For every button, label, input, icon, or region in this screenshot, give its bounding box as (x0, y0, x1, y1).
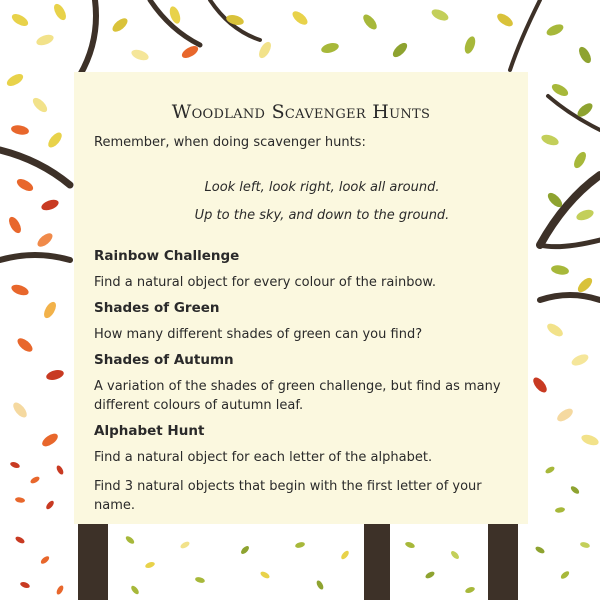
poem-line: Up to the sky, and down to the ground. (194, 208, 450, 223)
hunt-shades-of-green (94, 298, 508, 344)
hunt-description: Find 3 natural objects that begin with the first letter of your name. (94, 479, 482, 513)
hunt-title: Alphabet Hunt (94, 423, 205, 439)
hunt-title: Shades of Autumn (94, 352, 234, 368)
intro-text: Remember, when doing scavenger hunts: (94, 135, 366, 150)
hunt-title: Shades of Green (94, 300, 220, 316)
hunt-description: Find a natural object for each letter of the alphabet. (94, 450, 433, 465)
poem-line: Look left, look right, look all around. (204, 180, 440, 195)
hunt-description: Find a natural object for every colour of the rainbow. (94, 275, 436, 290)
content-card (74, 72, 528, 524)
hunt-alphabet-hunt (94, 421, 508, 515)
page-title: Woodland Scavenger Hunts (171, 101, 431, 123)
hunt-shades-of-autumn (94, 350, 508, 415)
hunt-rainbow-challenge (94, 246, 508, 292)
leaves-left (5, 72, 65, 511)
hunt-description: A variation of the shades of green challenge, but find as many different colours of autumn leaf. (94, 379, 501, 413)
tree-trunks-bottom (78, 522, 518, 600)
hunt-title: Rainbow Challenge (94, 248, 240, 264)
hunt-description: How many different shades of green can you find? (94, 327, 423, 342)
poem (94, 174, 508, 230)
